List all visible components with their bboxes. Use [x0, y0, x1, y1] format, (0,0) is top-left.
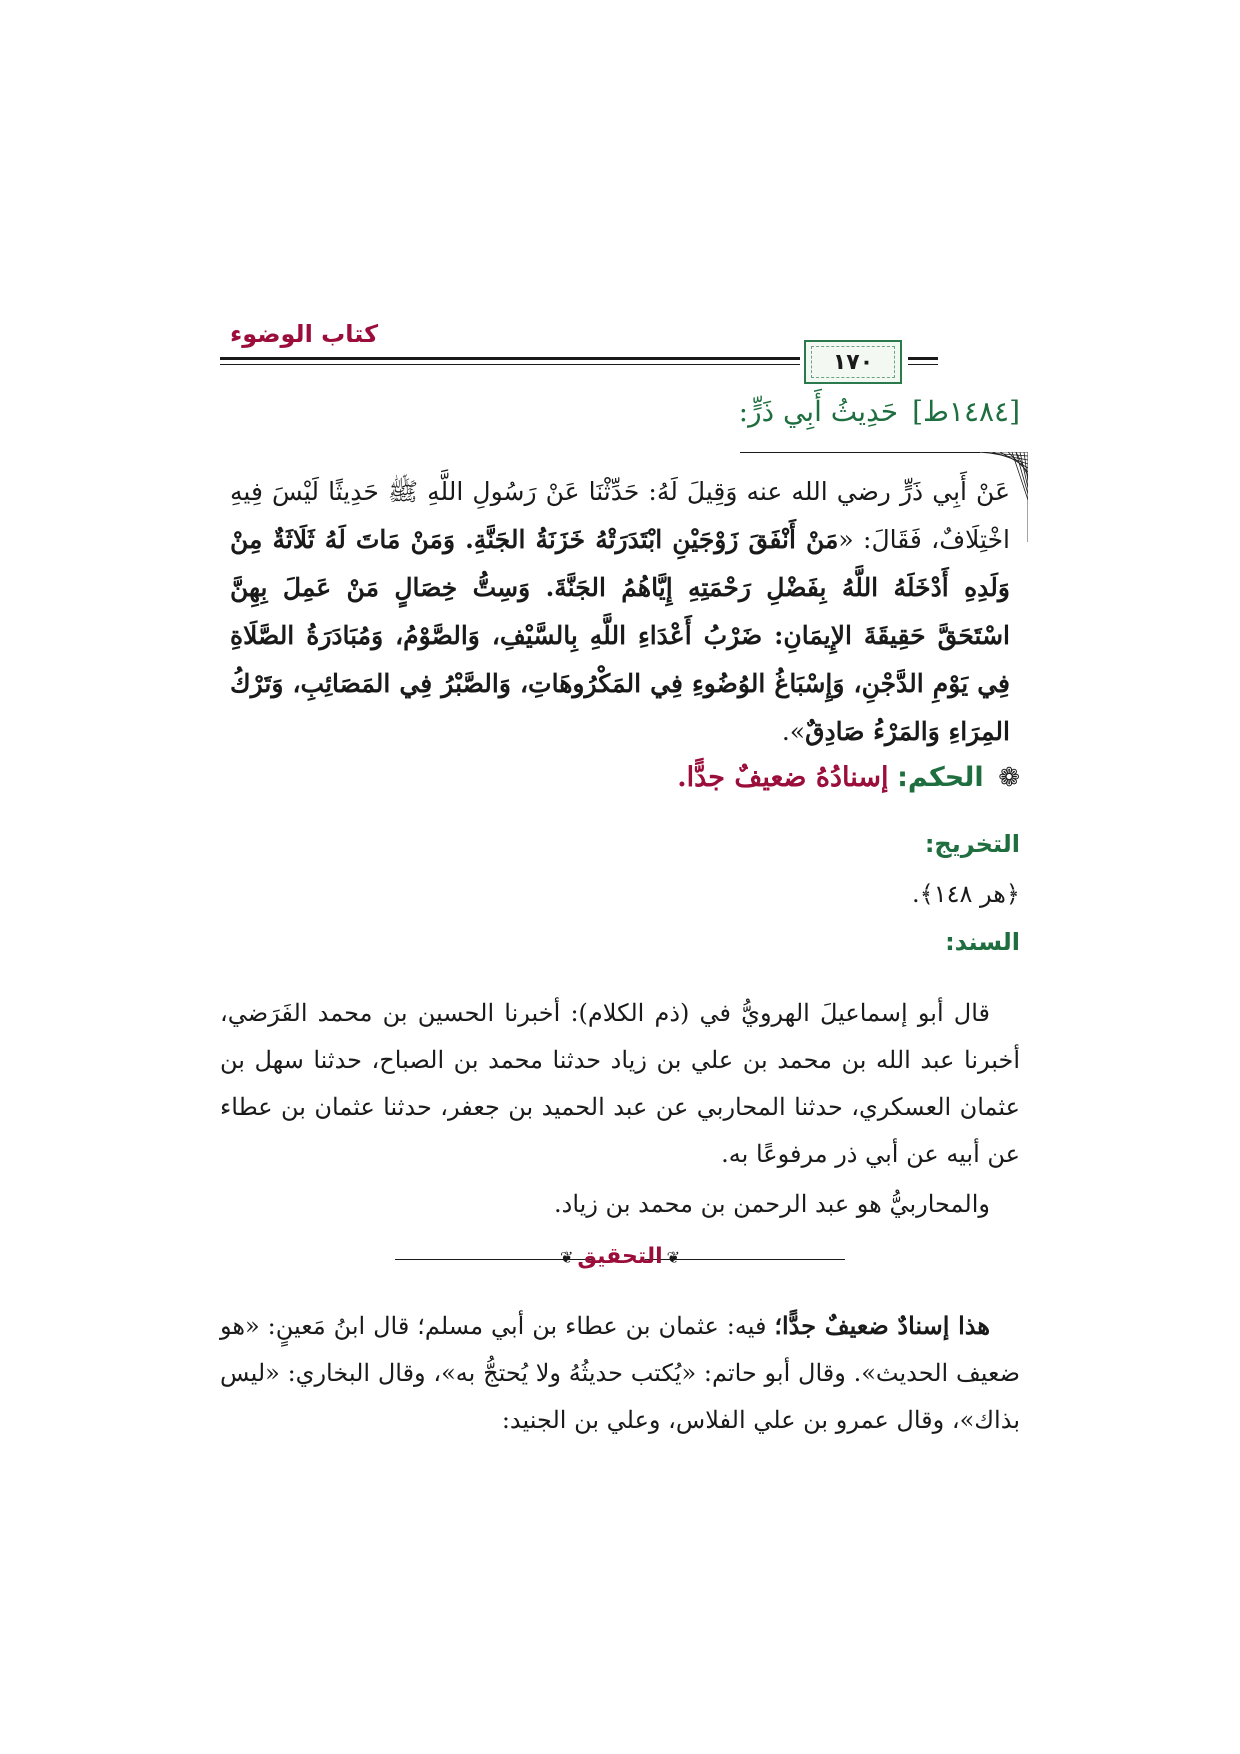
tahqiq-lead: هذا إسنادٌ ضعيفٌ جدًّا؛ [774, 1311, 990, 1340]
tahqiq-body: فيه: عثمان بن عطاء بن أبي مسلم؛ قال ابنُ مَعينٍ: «هو ضعيف الحديث». وقال أبو حاتم: «يُكتب حديثُهُ ولا يُحتجُّ به»، وقال البخاري: «ليس بذاك»، وقال عمرو بن علي الفلاس، وعلي بن الجنيد: [220, 1312, 1020, 1434]
matn-end: ». [781, 717, 806, 746]
hadith-title: حَدِيثُ أَبِي ذَرٍّ: [738, 395, 899, 428]
page-header [220, 300, 1020, 410]
matn-top-line [740, 452, 980, 453]
book-title: كتاب الوضوء [230, 320, 379, 348]
tahqiq-title: التحقيق [577, 1244, 663, 1269]
hadith-heading [739, 395, 1020, 428]
takhrij-text: ﴿هر ١٤٨﴾. [912, 880, 1020, 908]
sanad-text: قال أبو إسماعيلَ الهرويُّ في (ذم الكلام): أخبرنا الحسين بن محمد الفَرَضي، أخبرنا عبد الله بن محمد بن علي بن زياد حدثنا محمد بن الصباح، حدثنا سهل بن عثمان العسكري، حدثنا المحاربي عن عبد الحميد بن جعفر، حدثنا عثمان بن عطاء عن أبيه عن أبي ذر مرفوعًا به. [220, 999, 1020, 1168]
page-number: ١٧٠ [811, 346, 895, 378]
ornament-left-icon: ❦ [559, 1248, 574, 1267]
ruling [677, 762, 1020, 793]
header-rule-thick [220, 357, 800, 360]
hadith-matn [230, 468, 1010, 756]
book-page [220, 300, 1020, 1600]
ruling-label: الحكم: [897, 762, 984, 793]
matn-text: مَنْ أَنْفَقَ زَوْجَيْنِ ابْتَدَرَتْهُ خَزَنَةُ الجَنَّةِ. وَمَنْ مَاتَ لَهُ ثَلَاثَةٌ مِنْ وَلَدِهِ أَدْخَلَهُ اللَّهُ بِفَضْلِ رَحْمَتِهِ إِيَّاهُمُ الجَنَّةَ. وَسِتُّ خِصَالٍ مَنْ عَمِلَ بِهِنَّ اسْتَحَقَّ حَقِيقَةَ الإِيمَانِ: ضَرْبُ أَعْدَاءِ اللَّهِ بِالسَّيْفِ، وَالصَّوْمُ، وَمُبَادَرَةُ الصَّلَاةِ فِي يَوْمِ الدَّجْنِ، وَإِسْبَاغُ الوُضُوءِ فِي المَكْرُوهَاتِ، وَالصَّبْرُ فِي المَصَائِبِ، وَتَرْكُ المِرَاءِ وَالمَرْءُ صَادِقٌ [230, 525, 1010, 746]
ornament-right-icon: ❦ [666, 1248, 681, 1267]
ruling-value: إسنادُهُ ضعيفٌ جدًّا. [677, 762, 889, 793]
header-rule-thin [220, 364, 800, 365]
matn-intro: عَنْ أَبِي ذَرٍّ رضي الله عنه وَقِيلَ لَهُ: حَدِّثْنَا عَنْ رَسُولِ اللَّهِ ﷺ حَدِيثًا لَيْسَ فِيهِ اخْتِلَافٌ، فَقَالَ: « [230, 477, 1010, 554]
sanad-label: السند: [945, 928, 1020, 956]
tahqiq-text [220, 1302, 1020, 1444]
page-number-frame [804, 340, 902, 384]
tahqiq-divider [220, 1244, 1020, 1274]
takhrij-label: التخريج: [924, 830, 1020, 858]
sanad-note: والمحاربيُّ هو عبد الرحمن بن محمد بن زياد. [554, 1190, 990, 1218]
tahqiq-title-wrap [220, 1244, 1020, 1269]
header-rule-right-thick [908, 357, 938, 360]
hadith-number: [١٤٨٤ط] [912, 395, 1020, 428]
flower-ornament-icon: ❁ [998, 763, 1020, 793]
header-rule-right-thin [908, 364, 938, 365]
